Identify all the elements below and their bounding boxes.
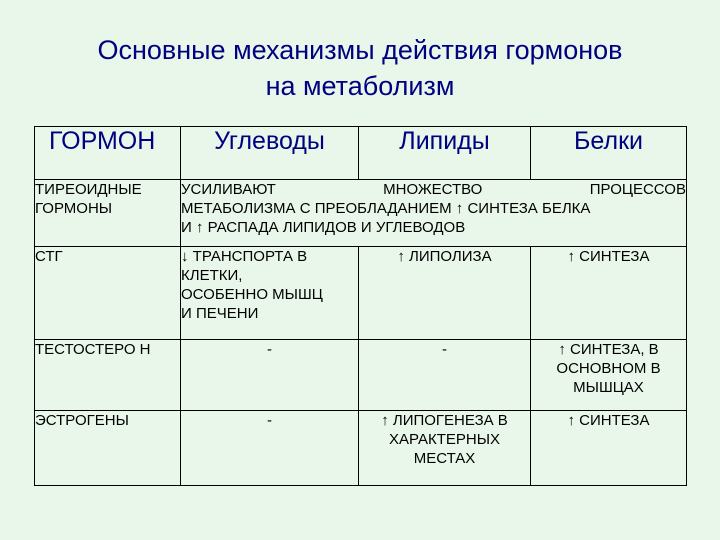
- table-row: [35, 411, 687, 486]
- hormone-cell: [35, 180, 181, 247]
- table-row: [35, 247, 687, 340]
- proteins-cell: ↑ СИНТЕЗА: [531, 247, 687, 340]
- hormone-cell: СТГ: [35, 247, 181, 340]
- carbs-cell: -: [181, 340, 359, 411]
- header-proteins: Белки: [531, 127, 687, 180]
- header-carbs: Углеводы: [181, 127, 359, 180]
- hormone-name-line-2: ГОРМОНЫ: [35, 200, 113, 217]
- carbs-cell: ↓ ТРАНСПОРТА В КЛЕТКИ, ОСОБЕННО МЫШЦ И ПЕЧЕНИ: [181, 247, 359, 340]
- table-header-row: [35, 127, 687, 180]
- table-row: [35, 180, 687, 247]
- lipids-cell: -: [359, 340, 531, 411]
- effects-word-3: ПРОЦЕССОВ: [589, 181, 686, 198]
- hormone-cell: ТЕСТОСТЕРО Н: [35, 340, 181, 411]
- page-title: [0, 32, 720, 104]
- lipids-cell: ↑ ЛИПОГЕНЕЗА В ХАРАКТЕРНЫХ МЕСТАХ: [359, 411, 531, 486]
- hormone-name-line-1: ТИРЕОИДНЫЕ: [35, 181, 142, 198]
- carbs-cell: -: [181, 411, 359, 486]
- proteins-cell: ↑ СИНТЕЗА, В ОСНОВНОМ В МЫШЦАХ: [531, 340, 687, 411]
- hormone-cell: ЭСТРОГЕНЫ: [35, 411, 181, 486]
- effects-line-3: И ↑ РАСПАДА ЛИПИДОВ И УГЛЕВОДОВ: [181, 219, 466, 236]
- proteins-cell: ↑ СИНТЕЗА: [531, 411, 687, 486]
- effects-word-1: УСИЛИВАЮТ: [181, 181, 276, 198]
- effects-merged-cell: [181, 180, 687, 247]
- header-hormone: ГОРМОН: [35, 127, 181, 180]
- effects-word-2: МНОЖЕСТВО: [383, 181, 483, 198]
- hormone-table: [34, 126, 687, 486]
- title-line-2: на метаболизм: [265, 71, 455, 101]
- table-row: [35, 340, 687, 411]
- effects-line-1: [181, 180, 686, 199]
- header-lipids: Липиды: [359, 127, 531, 180]
- lipids-cell: ↑ ЛИПОЛИЗА: [359, 247, 531, 340]
- title-line-1: Основные механизмы действия гормонов: [97, 35, 623, 65]
- effects-line-2: МЕТАБОЛИЗМА С ПРЕОБЛАДАНИЕМ ↑ СИНТЕЗА БЕЛКА: [181, 200, 591, 217]
